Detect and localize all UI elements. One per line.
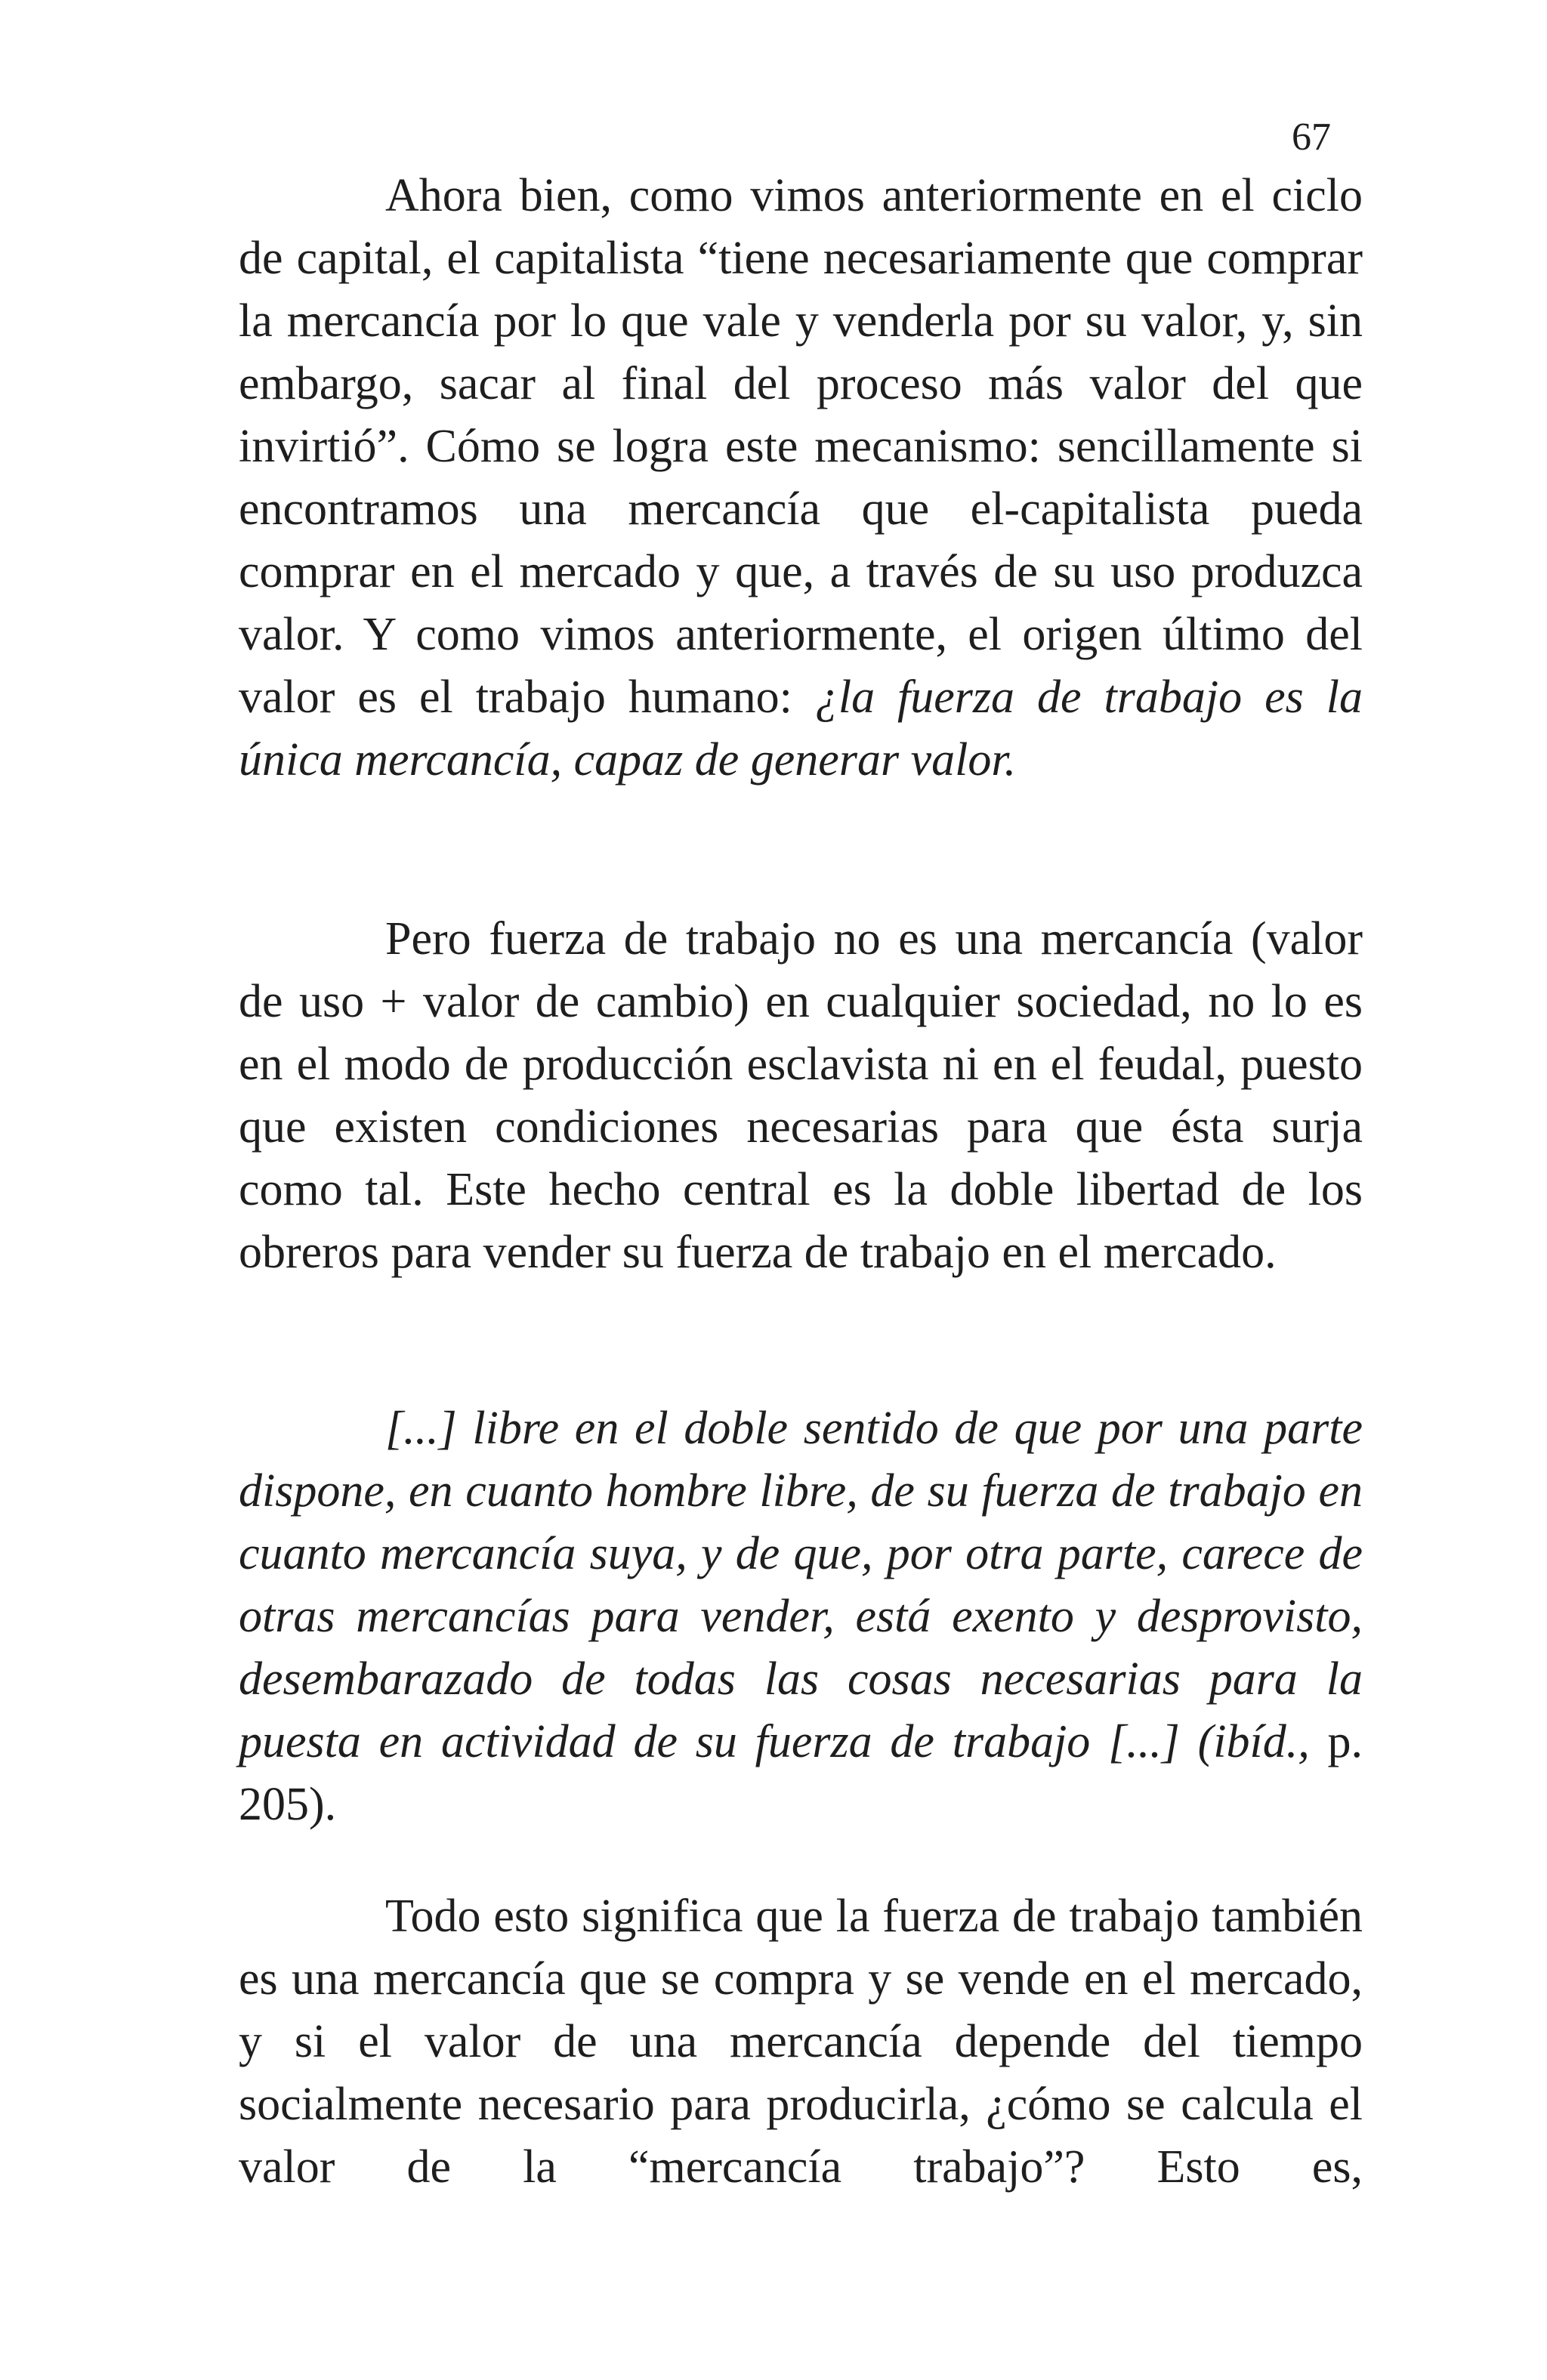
paragraph-labor-power xyxy=(239,908,1363,1284)
block-quote xyxy=(239,1397,1363,1836)
emphasis-text: ¿la fuerza de trabajo es la única mercancía, capaz de generar valor. xyxy=(239,671,1363,786)
quote-citation: p. 205). xyxy=(239,1716,1363,1830)
page-number: 67 xyxy=(1292,116,1331,159)
paragraph-commodity-labor xyxy=(239,1885,1363,2199)
paragraph-text: Pero fuerza de trabajo no es una mercancía (valor de uso + valor de cambio) en cualquier sociedad, no lo es en el modo de producción esclavista ni en el feudal, puesto que existen condiciones necesarias para que ésta surja como tal. Este hecho central es la doble libertad de los obreros para vender su fuerza de trabajo en el mercado. xyxy=(239,913,1363,1278)
paragraph-capital-cycle xyxy=(239,165,1363,792)
quote-text: [...] libre en el doble sentido de que por una parte dispone, en cuanto hombre libre, de su fuerza de trabajo en cuanto mercancía suya, y de que, por otra parte, carece de otras mercancías para vender, está exento y desprovisto, desembarazado de todas las cosas necesarias para la puesta en actividad de su fuerza de trabajo [...] (ibíd., xyxy=(239,1403,1363,1767)
paragraph-text: Todo esto significa que la fuerza de trabajo también es una mercancía que se compra y se vende en el mercado, y si el valor de una mercancía depende del tiempo socialmente necesario para producirla, ¿cómo se calcula el valor de la “mercancía trabajo”? Esto es, xyxy=(239,1891,1363,2193)
paragraph-text: Ahora bien, como vimos anteriormente en el ciclo de capital, el capitalista “tiene necesariamente que comprar la mercancía por lo que vale y venderla por su valor, y, sin embargo, sacar al final del proceso más valor del que invirtió”. Cómo se logra este mecanismo: sencillamente si encontramos una mercancía que el-capitalista pueda comprar en el mercado y que, a través de su uso produzca valor. Y como vimos anteriormente, el origen último del valor es el trabajo humano: xyxy=(239,170,1363,723)
